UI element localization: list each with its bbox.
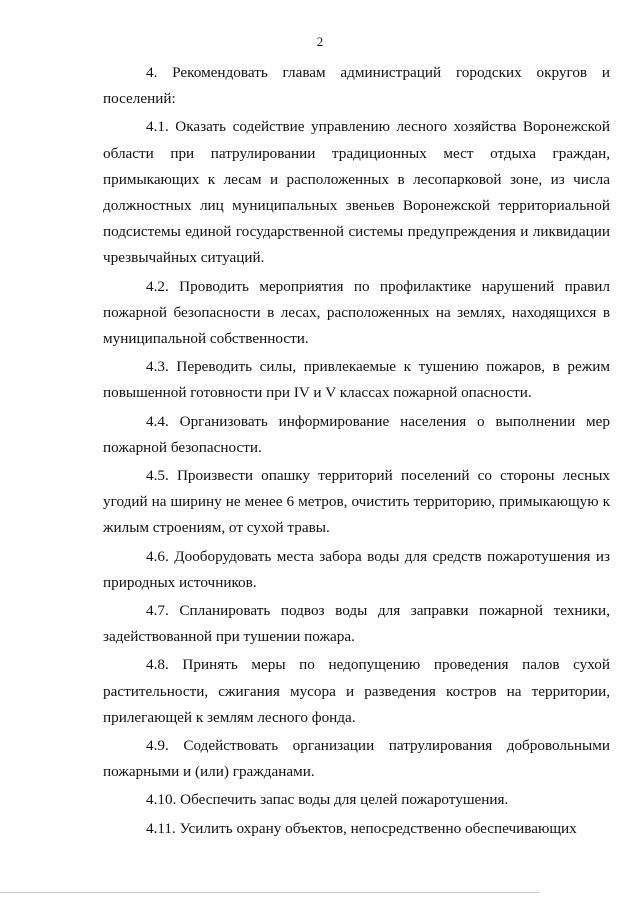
paragraph-4: 4. Рекомендовать главам администраций городских округов и поселений:	[103, 64, 610, 108]
page-number: 2	[316, 34, 324, 49]
paragraph-4-5: 4.5. Произвести опашку территорий поселений со стороны лесных угодий на ширину не менее 6 метров, очистить территорию, примыкающую к жилым строениям, от сухой травы.	[103, 467, 610, 537]
paragraph-4-1: 4.1. Оказать содействие управлению лесного хозяйства Воронежской области при патрулировании традиционных мест отдыха граждан, примыкающих к лесам и расположенных в лесопарковой зоне, из числа должностных лиц муниципальных звеньев Воронежской территориальной подсистемы единой государственной системы предупреждения и ликвидации чрезвычайных ситуаций.	[103, 118, 610, 267]
paragraph-4-3: 4.3. Переводить силы, привлекаемые к тушению пожаров, в режим повышенной готовности при IV и V классах пожарной опасности.	[103, 358, 610, 402]
paragraph-4-4: 4.4. Организовать информирование населения о выполнении мер пожарной безопасности.	[103, 412, 610, 456]
scan-edge-line	[0, 892, 540, 893]
paragraph-4-11: 4.11. Усилить охрану объектов, непосредственно обеспечивающих	[146, 819, 577, 837]
paragraph-4-10: 4.10. Обеспечить запас воды для целей пожаротушения.	[146, 791, 509, 809]
document-body	[103, 60, 610, 844]
paragraph-4-2: 4.2. Проводить мероприятия по профилактике нарушений правил пожарной безопасности в лесах, расположенных на землях, находящихся в муниципальной собственности.	[103, 277, 610, 348]
paragraph-4-8: 4.8. Принять меры по недопущению проведения палов сухой растительности, сжигания мусора и разведения костров на территории, прилегающей к землям лесного фонда.	[103, 656, 610, 726]
paragraph-4-6: 4.6. Дооборудовать места забора воды для средств пожаротушения из природных источников.	[103, 547, 610, 591]
paragraph-4-7: 4.7. Спланировать подвоз воды для заправки пожарной техники, задействованной при тушении пожара.	[103, 602, 610, 646]
paragraph-4-9: 4.9. Содействовать организации патрулирования добровольными пожарными и (или) гражданами.	[103, 737, 610, 781]
